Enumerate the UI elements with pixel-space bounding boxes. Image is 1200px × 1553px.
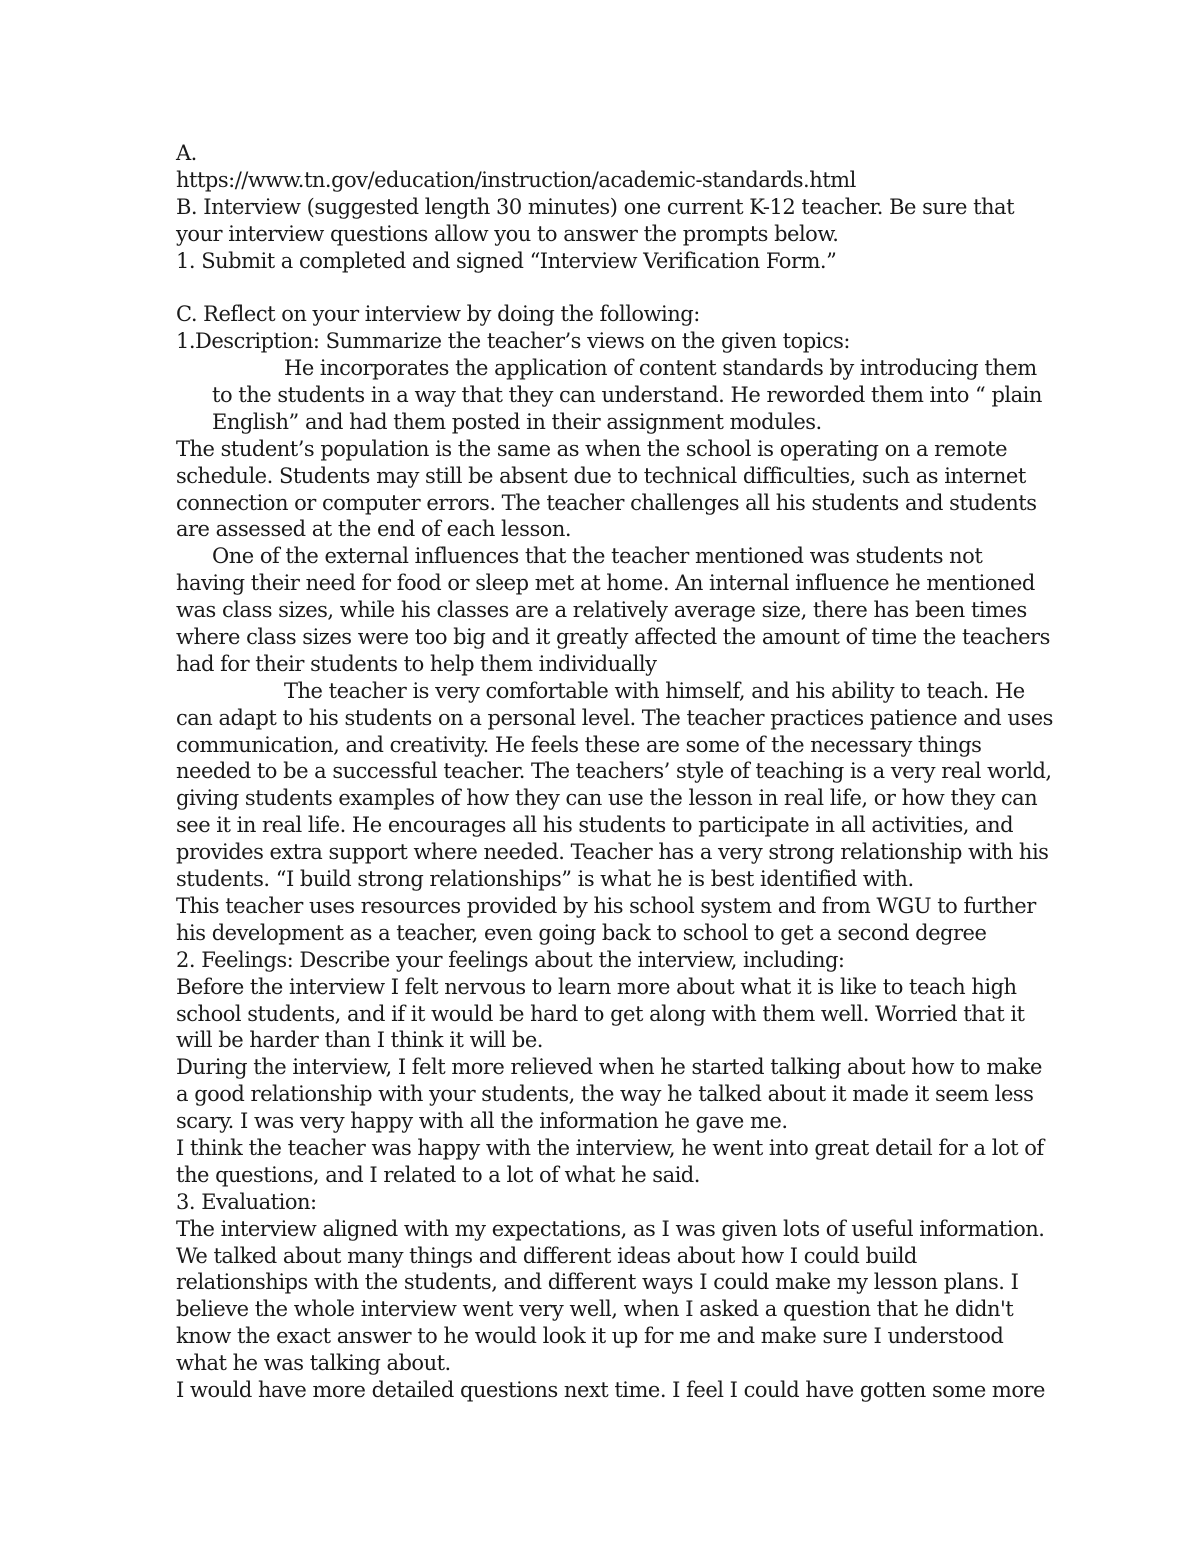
text-line: I would have more detailed questions next time. I feel I could have gotten some more <box>176 1377 1045 1402</box>
text-line: school students, and if it would be hard to get along with them well. Worried that it <box>176 1001 1025 1026</box>
text-line: what he was talking about. <box>176 1351 451 1376</box>
text-line: B. Interview (suggested length 30 minutes) one current K-12 teacher. Be sure that <box>176 194 1015 219</box>
text-line: communication, and creativity. He feels these are some of the necessary things <box>176 732 982 757</box>
text-line: the questions, and I related to a lot of what he said. <box>176 1162 700 1187</box>
text-line: schedule. Students may still be absent due to technical difficulties, such as internet <box>176 463 1026 488</box>
text-line: relationships with the students, and different ways I could make my lesson plans. I <box>176 1270 1019 1295</box>
text-line: see it in real life. He encourages all his students to participate in all activities, and <box>176 813 1014 838</box>
text-line: where class sizes were too big and it greatly affected the amount of time the teachers <box>176 625 1050 650</box>
text-line: will be harder than I think it will be. <box>176 1028 543 1053</box>
text-line: scary. I was very happy with all the information he gave me. <box>176 1109 788 1134</box>
text-line: was class sizes, while his classes are a relatively average size, there has been times <box>176 598 1027 623</box>
text-line: This teacher uses resources provided by his school system and from WGU to further <box>176 893 1036 918</box>
text-line: provides extra support where needed. Teacher has a very strong relationship with his <box>176 840 1049 865</box>
text-line: The teacher is very comfortable with himself, and his ability to teach. He <box>284 678 1025 703</box>
text-line: 1. Submit a completed and signed “Interview Verification Form.” <box>176 248 837 273</box>
text-line: I think the teacher was happy with the interview, he went into great detail for a lot of <box>176 1135 1044 1160</box>
text-line: students. “I build strong relationships” is what he is best identified with. <box>176 867 914 892</box>
text-line: a good relationship with your students, the way he talked about it made it seem less <box>176 1082 1034 1107</box>
text-line: your interview questions allow you to answer the prompts below. <box>176 221 839 246</box>
text-line: his development as a teacher, even going back to school to get a second degree <box>176 920 987 945</box>
text-line: believe the whole interview went very well, when I asked a question that he didn't <box>176 1297 1014 1322</box>
text-line: needed to be a successful teacher. The teachers’ style of teaching is a very real world, <box>176 759 1052 784</box>
text-line: 3. Evaluation: <box>176 1189 317 1214</box>
text-line: to the students in a way that they can understand. He reworded them into “ plain <box>212 383 1042 408</box>
text-line: C. Reflect on your interview by doing the following: <box>176 302 700 327</box>
text-line: The interview aligned with my expectations, as I was given lots of useful information. <box>176 1216 1045 1241</box>
text-line: are assessed at the end of each lesson. <box>176 517 572 542</box>
text-line: having their need for food or sleep met at home. An internal influence he mentioned <box>176 571 1035 596</box>
text-line: The student’s population is the same as when the school is operating on a remote <box>176 436 1008 461</box>
text-line: During the interview, I felt more relieved when he started talking about how to make <box>176 1055 1042 1080</box>
text-line: know the exact answer to he would look it up for me and make sure I understood <box>176 1324 1004 1349</box>
blank-line <box>176 274 1066 301</box>
text-line: 2. Feelings: Describe your feelings about the interview, including: <box>176 947 845 972</box>
text-line: We talked about many things and different ideas about how I could build <box>176 1243 917 1268</box>
text-line: Before the interview I felt nervous to learn more about what it is like to teach high <box>176 974 1017 999</box>
text-line: He incorporates the application of content standards by introducing them <box>284 356 1037 381</box>
text-line: English” and had them posted in their assignment modules. <box>212 409 822 434</box>
text-line: https://www.tn.gov/education/instruction/academic-standards.html <box>176 167 856 192</box>
text-line: A. <box>176 141 197 165</box>
text-line: One of the external influences that the teacher mentioned was students not <box>212 544 983 569</box>
text-line: can adapt to his students on a personal level. The teacher practices patience and uses <box>176 705 1053 730</box>
text-line: had for their students to help them individually <box>176 651 657 676</box>
document-page <box>176 140 1066 1404</box>
text-line: 1.Description: Summarize the teacher’s views on the given topics: <box>176 329 850 354</box>
text-line: giving students examples of how they can use the lesson in real life, or how they can <box>176 786 1038 811</box>
text-line: connection or computer errors. The teacher challenges all his students and students <box>176 490 1037 515</box>
